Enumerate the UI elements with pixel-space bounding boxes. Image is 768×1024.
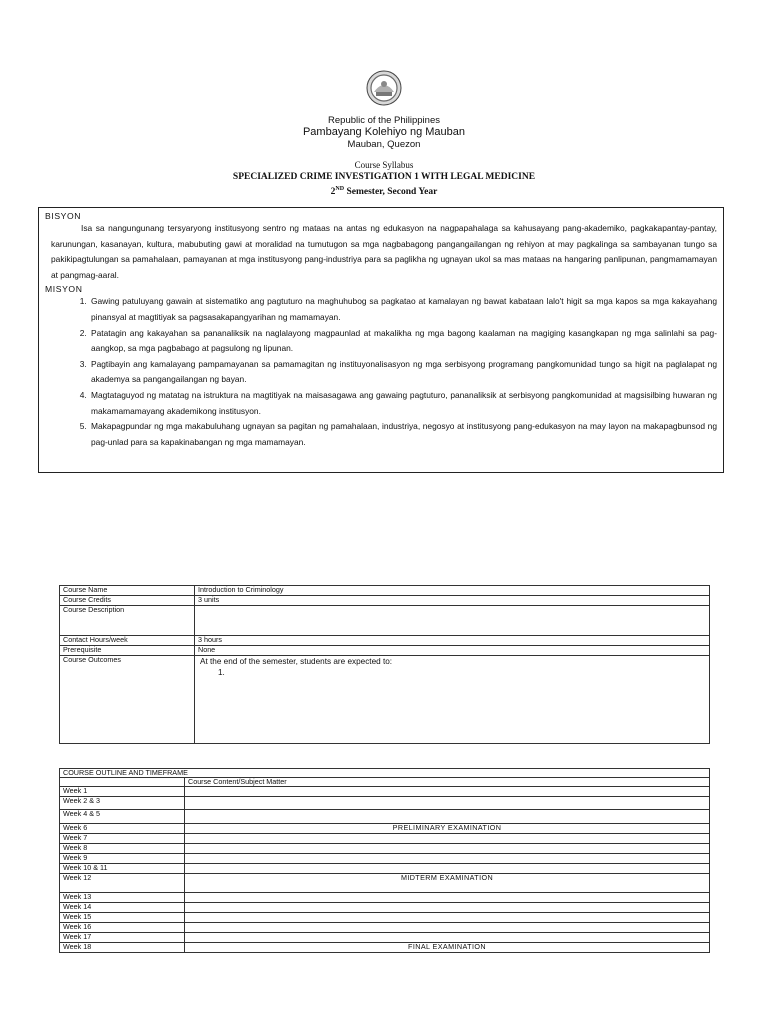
week-content bbox=[185, 903, 710, 913]
header-college-name: Pambayang Kolehiyo ng Mauban bbox=[302, 126, 466, 138]
week-content bbox=[185, 864, 710, 874]
week-content: PRELIMINARY EXAMINATION bbox=[185, 824, 710, 834]
table-row bbox=[60, 893, 710, 903]
week-content bbox=[185, 913, 710, 923]
course-name-label: Course Name bbox=[60, 586, 195, 596]
table-row bbox=[60, 824, 710, 834]
table-row bbox=[60, 943, 710, 953]
mission-item: 4. Magtataguyod ng matatag na istruktura na magtitiyak na maisasagawa ang gawaing pagtuturo, pananaliksik at serbisyong pangkomunidad at magsisilbing huwaran ng makamamamayang akademikong institusyon. bbox=[89, 388, 717, 419]
table-row bbox=[60, 903, 710, 913]
document-type: Course Syllabus bbox=[354, 160, 414, 170]
table-row bbox=[60, 646, 710, 656]
table-row bbox=[60, 656, 710, 744]
course-outline-table bbox=[59, 768, 710, 953]
week-label: Week 17 bbox=[60, 933, 185, 943]
week-label: Week 10 & 11 bbox=[60, 864, 185, 874]
course-description-value bbox=[195, 606, 710, 636]
semester-suffix: ND bbox=[335, 186, 345, 192]
vision-mission-box bbox=[38, 207, 724, 473]
week-content bbox=[185, 797, 710, 810]
table-row bbox=[60, 933, 710, 943]
vision-text: Isa sa nangungunang tersyaryong institusyong sentro ng mataas na antas ng edukasyon na nagpapahalaga sa kahusayang pang-akademiko, pagkakapantay-pantay, karunungan, kasanayan, kultura, mabubuting gawi at moralidad na tumutugon sa mga nagbabagong pangangailangan ng rehiyon at may pagkalinga sa sambayanan tungo sa pakikipagtulungan sa pamahalaan, pamayanan at mga institusyong pang-industriya para sa paglikha ng ugnayan ukol sa mas mataas na hangaring panlipunan, pangmamamayan at pangmag-aaral. bbox=[51, 223, 717, 280]
week-content bbox=[185, 844, 710, 854]
week-label: Week 1 bbox=[60, 787, 185, 797]
table-row bbox=[60, 834, 710, 844]
week-label: Week 16 bbox=[60, 923, 185, 933]
table-row bbox=[60, 596, 710, 606]
semester-text: Semester, Second Year bbox=[344, 187, 438, 198]
week-content bbox=[185, 933, 710, 943]
table-row bbox=[60, 874, 710, 893]
week-label: Week 2 & 3 bbox=[60, 797, 185, 810]
semester-line bbox=[0, 183, 768, 198]
week-content bbox=[185, 893, 710, 903]
week-content bbox=[185, 787, 710, 797]
header-location: Mauban, Quezon bbox=[347, 139, 421, 150]
week-content: MIDTERM EXAMINATION bbox=[185, 874, 710, 893]
contact-hours-value: 3 hours bbox=[195, 636, 710, 646]
mission-list bbox=[45, 294, 717, 450]
table-row bbox=[60, 864, 710, 874]
week-label: Week 13 bbox=[60, 893, 185, 903]
table-row bbox=[60, 586, 710, 596]
table-row bbox=[60, 854, 710, 864]
semester-number: 2 bbox=[330, 187, 336, 198]
course-outcomes-label: Course Outcomes bbox=[60, 656, 195, 744]
course-name-value: Introduction to Criminology bbox=[195, 586, 710, 596]
week-label: Week 15 bbox=[60, 913, 185, 923]
course-title: SPECIALIZED CRIME INVESTIGATION 1 WITH LEGAL MEDICINE bbox=[232, 172, 536, 182]
college-seal-icon bbox=[366, 70, 402, 106]
week-label: Week 12 bbox=[60, 874, 185, 893]
outcomes-intro: At the end of the semester, students are expected to: bbox=[200, 657, 393, 666]
week-label: Week 7 bbox=[60, 834, 185, 844]
course-credits-value: 3 units bbox=[195, 596, 710, 606]
vision-label: BISYON bbox=[45, 211, 82, 221]
mission-label: MISYON bbox=[45, 284, 83, 295]
week-content: FINAL EXAMINATION bbox=[185, 943, 710, 953]
table-row bbox=[60, 787, 710, 797]
week-content bbox=[185, 810, 710, 824]
week-label: Week 4 & 5 bbox=[60, 810, 185, 824]
week-label: Week 6 bbox=[60, 824, 185, 834]
outline-content-header: Course Content/Subject Matter bbox=[185, 778, 710, 787]
mission-item: 2. Patatagin ang kakayahan sa pananaliksik na naglalayong magpaunlad at makalikha ng mga bagong kaalaman na magiging kasangkapan ng mga salinlahi sa pag-aangkop, sa mga pagbabago at pagsulong ng lipunan. bbox=[89, 326, 717, 357]
week-label: Week 14 bbox=[60, 903, 185, 913]
header-republic: Republic of the Philippines bbox=[328, 115, 440, 126]
contact-hours-label: Contact Hours/week bbox=[60, 636, 195, 646]
course-description-label: Course Description bbox=[60, 606, 195, 636]
table-row bbox=[60, 606, 710, 636]
course-info-table bbox=[59, 585, 710, 744]
mission-item: 3. Pagtibayin ang kamalayang pampamayanan sa pamamagitan ng instituyonalisasyon ng mga serbisyong programang pangkomunidad tungo sa higit na paglalapat ng akademya sa pangangailangan ng bayan. bbox=[89, 357, 717, 388]
week-content bbox=[185, 834, 710, 844]
table-row bbox=[60, 844, 710, 854]
table-row bbox=[60, 778, 710, 787]
table-row bbox=[60, 797, 710, 810]
outcomes-item: 1. bbox=[218, 668, 225, 677]
table-row bbox=[60, 769, 710, 778]
course-outcomes-value bbox=[195, 656, 710, 744]
week-label: Week 9 bbox=[60, 854, 185, 864]
prerequisite-value: None bbox=[195, 646, 710, 656]
table-row bbox=[60, 810, 710, 824]
table-row bbox=[60, 923, 710, 933]
week-content bbox=[185, 923, 710, 933]
table-row bbox=[60, 913, 710, 923]
mission-item: 5. Makapagpundar ng mga makabuluhang ugnayan sa pagitan ng pamahalaan, industriya, negosyo at institusyong pang-edukasyon na may layon na makapagbunsod ng pag-unlad para sa kapakinabangan ng mga mamamayan. bbox=[89, 419, 717, 450]
prerequisite-label: Prerequisite bbox=[60, 646, 195, 656]
outline-title: COURSE OUTLINE AND TIMEFRAME bbox=[60, 769, 710, 778]
course-credits-label: Course Credits bbox=[60, 596, 195, 606]
week-label: Week 18 bbox=[60, 943, 185, 953]
table-row bbox=[60, 636, 710, 646]
mission-item: 1. Gawing patuluyang gawain at sistematiko ang pagtuturo na maghuhubog sa pagkatao at kamalayan ng bawat kabataan lalo't higit sa mga kapos sa mga kakayahang pinansyal at magtitiyak sa pagsasakapangyarihan ng mamamayan. bbox=[89, 294, 717, 325]
week-content bbox=[185, 854, 710, 864]
week-label: Week 8 bbox=[60, 844, 185, 854]
